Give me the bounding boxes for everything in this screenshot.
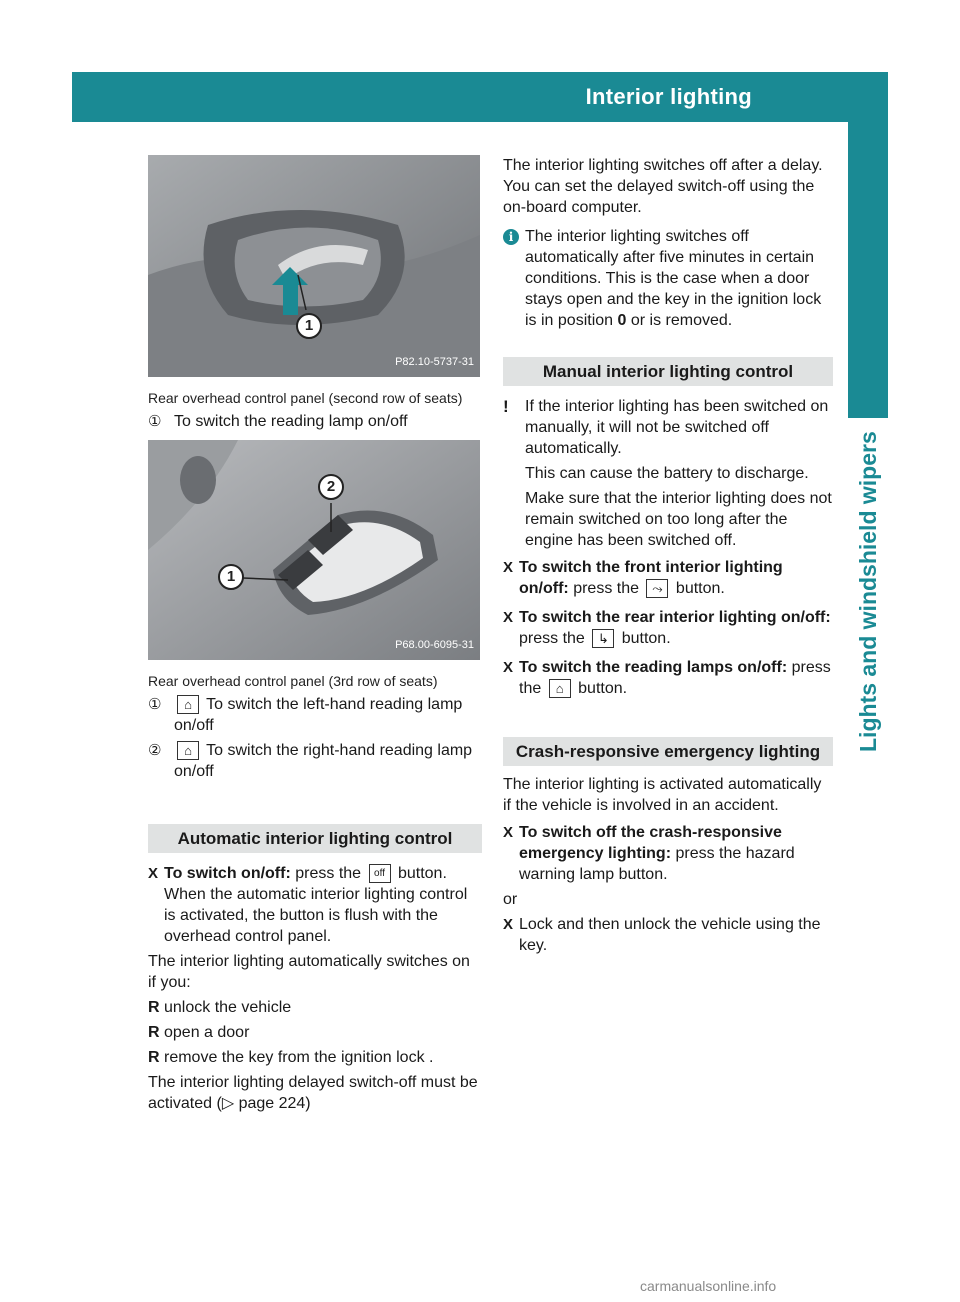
action-text: press the xyxy=(519,659,831,697)
list-item-text: unlock the vehicle xyxy=(164,999,292,1016)
reading-lamp-icon: ⌂ xyxy=(549,679,571,698)
action-marker: X xyxy=(503,824,514,841)
page-number: 119 xyxy=(914,86,947,108)
figure1-caption: Rear overhead control panel (second row of seats) xyxy=(148,390,463,406)
info-icon: i xyxy=(503,229,519,245)
paragraph: The interior lighting is activated automatically if the vehicle is involved in an accident. xyxy=(503,776,822,814)
warning-text: Make sure that the interior lighting does not remain switched on too long after the engine has been switched off. xyxy=(525,490,832,549)
legend-text-wrap xyxy=(174,694,482,736)
paragraph-text: The interior lighting delayed switch-off must be activated ( xyxy=(148,1074,478,1112)
figure1-callout-1: 1 xyxy=(296,313,322,339)
legend-text: To switch the left-hand reading lamp on/off xyxy=(174,696,463,734)
note-text: or is removed. xyxy=(630,312,733,329)
header-divider xyxy=(902,78,904,122)
action-switch-on-off xyxy=(148,863,482,947)
action-front-lighting xyxy=(503,557,833,599)
legend-number: ① xyxy=(148,413,162,430)
page-reference-arrow-icon: ▷ xyxy=(221,1095,235,1112)
action-marker: X xyxy=(503,659,514,676)
paragraph-intro: The interior lighting switches off after a delay. You can set the delayed switch-off using the on-board computer. xyxy=(503,157,823,216)
action-body xyxy=(164,863,482,947)
left-column xyxy=(148,155,482,1114)
note-body xyxy=(525,396,833,551)
action-detail: When the automatic interior lighting control is activated, the button is flush with the overhead control panel. xyxy=(164,886,468,945)
action-marker: X xyxy=(148,865,159,882)
bullet-marker: R xyxy=(148,1024,160,1041)
action-text: press the xyxy=(573,580,640,597)
header-bar xyxy=(72,72,947,122)
action-text: button. xyxy=(675,580,725,597)
action-title: To switch on/off: xyxy=(164,865,291,882)
warning-text: If the interior lighting has been switched on manually, it will not be switched off automatically. xyxy=(525,398,829,457)
bullet-marker: R xyxy=(148,1049,160,1066)
section-heading-manual: Manual interior lighting control xyxy=(503,357,833,386)
action-title: To switch the front interior lighting on/off: xyxy=(519,559,783,597)
action-body xyxy=(519,557,833,599)
note-marker xyxy=(503,396,525,551)
action-title: To switch the reading lamps on/off: xyxy=(519,659,788,676)
figure1-image xyxy=(148,155,480,377)
legend-text-wrap xyxy=(174,740,482,782)
front-lighting-icon: ⤳ xyxy=(646,579,668,598)
reading-lamp-icon: ⌂ xyxy=(177,741,199,760)
action-reading-lamps xyxy=(503,657,833,699)
section-heading-crash: Crash-responsive emergency lighting xyxy=(503,737,833,766)
action-title: To switch the rear interior lighting on/off: xyxy=(519,609,831,626)
warning-icon: ! xyxy=(503,397,509,416)
list-item-text: open a door xyxy=(164,1024,250,1041)
page-reference-link[interactable]: page 224) xyxy=(234,1095,311,1112)
warning-text: This can cause the battery to discharge. xyxy=(525,465,809,482)
note-text: The interior lighting switches off automatically after five minutes in certain conditions. This is the case when a door stays open and the key in the ignition lock is in position xyxy=(525,228,822,329)
figure1-photo xyxy=(148,155,480,377)
figure2-callout-2: 2 xyxy=(318,474,344,500)
paragraph-delay-note xyxy=(148,1072,482,1114)
section-heading-automatic: Automatic interior lighting control xyxy=(148,824,482,853)
figure2-callout-1: 1 xyxy=(218,564,244,590)
action-text: press the hazard warning lamp button. xyxy=(519,845,795,883)
paragraph: The interior lighting automatically switches on if you: xyxy=(148,953,470,991)
list-item xyxy=(148,997,482,1018)
side-tab-label: Lights and windshield wipers xyxy=(855,431,881,752)
warning-note xyxy=(503,396,833,551)
action-marker: X xyxy=(503,609,514,626)
watermark: carmanualsonline.info xyxy=(640,1278,777,1294)
figure2-image xyxy=(148,440,480,660)
action-text: press the xyxy=(519,630,585,647)
figure1-legend-row xyxy=(148,411,482,432)
legend-number: ② xyxy=(148,742,162,759)
list-item xyxy=(148,1047,482,1068)
figure2-code: P68.00-6095-31 xyxy=(395,639,474,651)
right-column xyxy=(503,155,833,956)
action-switch-off-crash xyxy=(503,822,833,885)
figure2-caption: Rear overhead control panel (3rd row of seats) xyxy=(148,673,438,689)
action-text: press the xyxy=(295,865,362,882)
page-title: Interior lighting xyxy=(585,84,752,109)
bullet-marker: R xyxy=(148,999,160,1016)
paragraph-or: or xyxy=(503,891,518,908)
action-marker: X xyxy=(503,916,514,933)
figure2-legend-row xyxy=(148,740,482,782)
reading-lamp-icon: ⌂ xyxy=(177,695,199,714)
figure1-code: P82.10-5737-31 xyxy=(395,356,474,368)
note-bold: 0 xyxy=(617,312,627,329)
rear-lighting-icon: ↳ xyxy=(592,629,614,648)
action-text: button. xyxy=(621,630,671,647)
legend-text: To switch the right-hand reading lamp on/off xyxy=(174,742,473,780)
figure2-legend-row xyxy=(148,694,482,736)
action-title: To switch off the crash-responsive emergency lighting: xyxy=(519,824,782,862)
action-marker: X xyxy=(503,559,514,576)
note-body xyxy=(525,226,833,331)
list-item xyxy=(148,1022,482,1043)
action-rear-lighting xyxy=(503,607,833,649)
action-text: button. xyxy=(397,865,447,882)
action-body xyxy=(519,822,833,885)
auto-lighting-icon: off xyxy=(369,864,391,883)
action-body xyxy=(519,607,833,649)
action-body xyxy=(519,657,833,699)
side-tab xyxy=(848,122,888,418)
action-text: Lock and then unlock the vehicle using the key. xyxy=(519,916,821,954)
figure2-photo xyxy=(148,440,480,660)
note-marker xyxy=(503,226,525,331)
action-lock-unlock xyxy=(503,914,833,956)
info-note xyxy=(503,226,833,331)
legend-number: ① xyxy=(148,696,162,713)
action-text: button. xyxy=(578,680,628,697)
list-item-text: remove the key from the ignition lock . xyxy=(164,1049,434,1066)
legend-text: To switch the reading lamp on/off xyxy=(174,413,408,430)
